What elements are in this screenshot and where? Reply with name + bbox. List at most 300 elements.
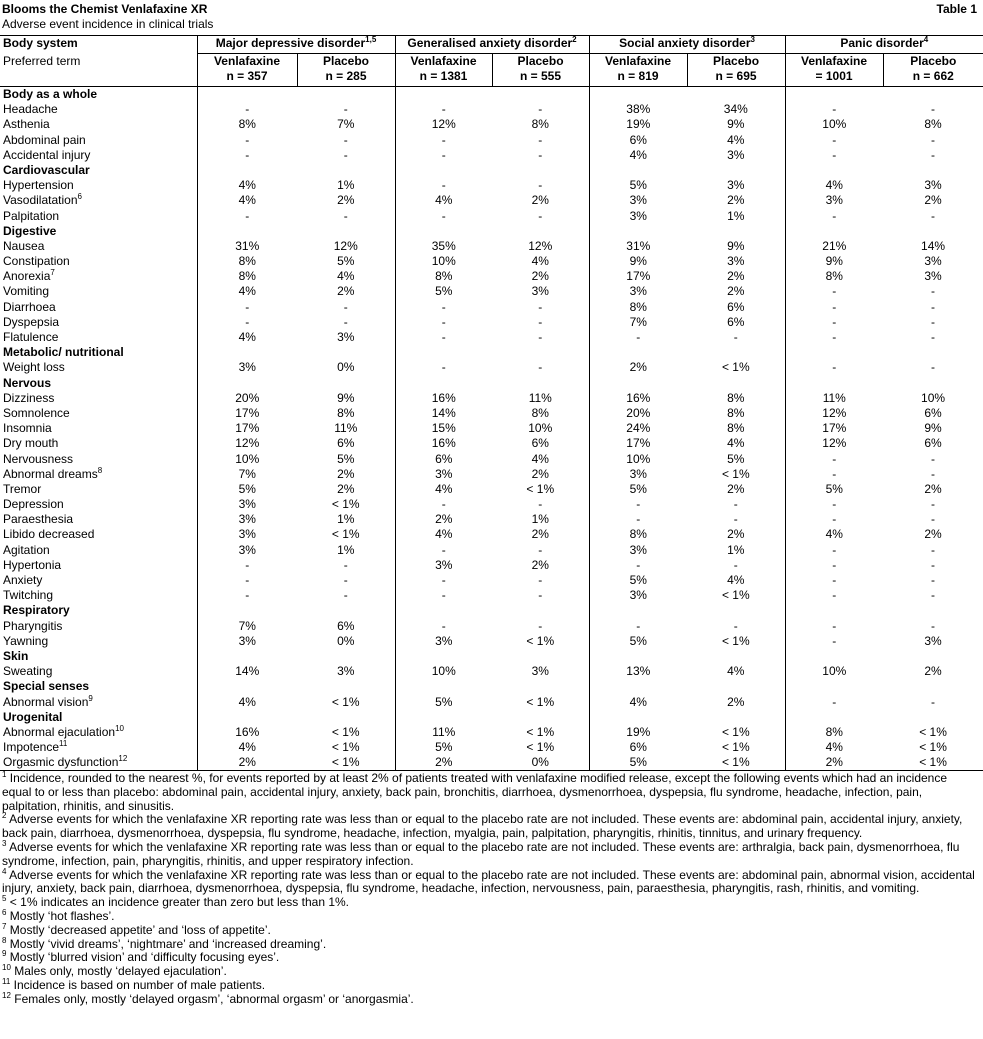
value-cell: - — [395, 543, 492, 558]
value-cell: - — [538, 299, 543, 314]
value-cell: - — [343, 557, 348, 572]
table-row — [0, 482, 983, 497]
value-cell: 2% — [924, 193, 942, 208]
empty-cell — [395, 87, 492, 103]
document-subtitle: Adverse event incidence in clinical trials — [2, 17, 214, 31]
table-row — [0, 209, 983, 224]
value-cell: 2% — [727, 527, 745, 542]
value-cell: 5% — [785, 482, 883, 497]
empty-cell — [589, 649, 687, 664]
empty-cell — [197, 87, 297, 103]
empty-cell — [687, 649, 785, 664]
value-cell: - — [733, 512, 738, 527]
section-label: Respiratory — [3, 603, 70, 618]
footnote: $^{12}$ Females only, mostly ‘delayed orgasm’, ‘abnormal orgasm’ or ‘anorgasmia’. — [2, 990, 414, 1006]
value-cell: - — [343, 299, 348, 314]
arm-header: Placebo n = 555 — [492, 54, 589, 87]
value-cell: - — [395, 102, 492, 117]
value-cell: 3% — [197, 497, 297, 512]
empty-cell — [297, 376, 395, 391]
column-header-body-system: Body system — [0, 36, 197, 54]
value-cell: 4% — [197, 740, 297, 755]
value-cell: 2% — [924, 481, 942, 496]
value-cell: 3% — [337, 664, 355, 679]
empty-cell — [297, 649, 395, 664]
value-cell: 2% — [531, 193, 549, 208]
value-cell: - — [733, 557, 738, 572]
empty-cell — [785, 376, 883, 391]
value-cell: - — [931, 694, 936, 709]
table-row — [0, 664, 983, 679]
value-cell: - — [538, 102, 543, 117]
table-row — [0, 573, 983, 588]
empty-cell — [687, 224, 785, 239]
document-header — [2, 2, 979, 32]
value-cell: 8% — [785, 269, 883, 284]
value-cell: < 1% — [687, 755, 785, 771]
value-cell: 8% — [589, 300, 687, 315]
empty-cell — [197, 376, 297, 391]
value-cell: 1% — [727, 208, 745, 223]
value-cell: 3% — [924, 633, 942, 648]
value-cell: 9% — [727, 117, 745, 132]
section-row — [0, 679, 983, 694]
value-cell: 11% — [334, 421, 358, 436]
value-cell: - — [931, 451, 936, 466]
value-cell: - — [589, 619, 687, 634]
table-row — [0, 695, 983, 710]
section-label: Metabolic/ nutritional — [3, 345, 124, 360]
value-cell: 8% — [531, 405, 549, 420]
value-cell: - — [538, 542, 543, 557]
value-cell: < 1% — [919, 724, 947, 739]
empty-cell — [395, 603, 492, 618]
table-row — [0, 512, 983, 527]
term-cell: Twitching — [3, 588, 54, 603]
empty-cell — [492, 710, 589, 725]
value-cell: 5% — [395, 740, 492, 755]
value-cell: 4% — [589, 695, 687, 710]
value-cell: 3% — [531, 284, 549, 299]
value-cell: - — [197, 573, 297, 588]
empty-cell — [785, 163, 883, 178]
term-cell: Sweating — [3, 664, 53, 679]
value-cell: - — [931, 299, 936, 314]
empty-cell — [395, 345, 492, 360]
value-cell: < 1% — [721, 588, 750, 603]
table-row — [0, 725, 983, 740]
value-cell: 3% — [395, 558, 492, 573]
value-cell: 20% — [589, 406, 687, 421]
value-cell: 35% — [395, 239, 492, 254]
value-cell: 3% — [727, 147, 745, 162]
value-cell: 3% — [727, 178, 745, 193]
value-cell: 4% — [531, 451, 549, 466]
value-cell: - — [395, 178, 492, 193]
table-row — [0, 117, 983, 132]
value-cell: 8% — [197, 269, 297, 284]
table-row — [0, 497, 983, 512]
value-cell: - — [931, 497, 936, 512]
value-cell: - — [197, 588, 297, 603]
value-cell: - — [931, 512, 936, 527]
value-cell: 2% — [531, 269, 549, 284]
value-cell: 5% — [337, 451, 355, 466]
value-cell: < 1% — [526, 633, 555, 648]
value-cell: - — [931, 330, 936, 344]
value-cell: - — [931, 360, 936, 375]
table-row — [0, 193, 983, 208]
value-cell: 3% — [589, 284, 687, 299]
value-cell: 6% — [395, 452, 492, 467]
value-cell: < 1% — [331, 724, 360, 739]
value-cell: 2% — [337, 193, 355, 208]
value-cell: 6% — [589, 740, 687, 755]
value-cell: 5% — [395, 284, 492, 299]
value-cell: - — [197, 209, 297, 224]
value-cell: - — [343, 102, 348, 117]
empty-cell — [589, 87, 687, 103]
empty-cell — [589, 603, 687, 618]
empty-cell — [395, 710, 492, 725]
value-cell: - — [785, 148, 883, 163]
term-cell: Diarrhoea — [3, 299, 56, 314]
value-cell: 17% — [197, 421, 297, 436]
value-cell: < 1% — [721, 466, 750, 481]
value-cell: - — [197, 558, 297, 573]
table-row — [0, 300, 983, 315]
footnote: $^4$ Adverse events for which the venlafaxine XR reporting rate was less than or equal to the placebo rate are not included. These events are: abdominal pain, abnormal vision, accidental injury, anxiety, back pain, diarrhoea, dysmenorrhoea, dyspepsia, flu syndrome, headache, infection, nervousness, pain, paraesthesia, pharyngitis, rash, rhinitis, and vomiting. — [2, 866, 975, 896]
empty-cell — [297, 345, 395, 360]
value-cell: 2% — [531, 527, 549, 542]
empty-cell — [297, 679, 395, 694]
value-cell: - — [538, 314, 543, 329]
document-title: Blooms the Chemist Venlafaxine XR — [2, 2, 208, 16]
empty-cell — [197, 224, 297, 239]
value-cell: 6% — [727, 299, 745, 314]
value-cell: 6% — [531, 436, 549, 451]
value-cell: 8% — [197, 117, 297, 132]
value-cell: 5% — [589, 573, 687, 588]
empty-cell — [883, 87, 983, 103]
value-cell: - — [785, 497, 883, 512]
term-cell: Paraesthesia — [3, 512, 74, 527]
arm-header: Venlafaxine n = 819 — [589, 54, 687, 87]
value-cell: 8% — [727, 405, 745, 420]
table-row — [0, 330, 983, 345]
footnotes — [2, 772, 978, 1007]
value-cell: 7% — [589, 315, 687, 330]
value-cell: 16% — [395, 391, 492, 406]
value-cell: 12% — [785, 436, 883, 451]
empty-cell — [883, 376, 983, 391]
term-cell: Nervousness — [3, 451, 74, 466]
empty-cell — [687, 163, 785, 178]
value-cell: - — [589, 512, 687, 527]
value-cell: 20% — [197, 391, 297, 406]
value-cell: 4% — [197, 695, 297, 710]
value-cell: - — [733, 618, 738, 633]
value-cell: - — [785, 452, 883, 467]
value-cell: 12% — [785, 406, 883, 421]
table-row — [0, 133, 983, 148]
section-row — [0, 649, 983, 664]
value-cell: - — [395, 573, 492, 588]
value-cell: < 1% — [331, 497, 360, 512]
value-cell: - — [538, 573, 543, 587]
value-cell: 5% — [727, 451, 745, 466]
value-cell: 2% — [727, 193, 745, 208]
value-cell: 2% — [727, 694, 745, 709]
empty-cell — [197, 603, 297, 618]
value-cell: 1% — [531, 512, 549, 527]
value-cell: 3% — [785, 193, 883, 208]
value-cell: - — [395, 588, 492, 603]
value-cell: - — [785, 315, 883, 330]
footnote: $^5$ < 1% indicates an incidence greater than zero but less than 1%. — [2, 894, 350, 910]
value-cell: - — [395, 300, 492, 315]
table-row — [0, 315, 983, 330]
value-cell: < 1% — [526, 481, 555, 496]
value-cell: - — [589, 330, 687, 345]
value-cell: 2% — [531, 466, 549, 481]
value-cell: 9% — [785, 254, 883, 269]
term-cell: Impotence$^{11}$ — [3, 740, 68, 755]
value-cell: - — [197, 102, 297, 117]
footnote: $^{10}$ Males only, mostly ‘delayed ejaculation’. — [2, 963, 227, 979]
value-cell: 17% — [589, 436, 687, 451]
value-cell: 4% — [727, 664, 745, 679]
value-cell: 0% — [492, 755, 589, 771]
empty-cell — [297, 163, 395, 178]
section-row — [0, 603, 983, 618]
empty-cell — [589, 710, 687, 725]
value-cell: 8% — [727, 421, 745, 436]
empty-cell — [883, 163, 983, 178]
value-cell: 10% — [197, 452, 297, 467]
value-cell: 5% — [337, 254, 355, 269]
empty-cell — [883, 649, 983, 664]
section-row — [0, 224, 983, 239]
value-cell: - — [785, 695, 883, 710]
value-cell: 2% — [197, 755, 297, 771]
arm-header: Venlafaxine n = 1381 — [395, 54, 492, 87]
value-cell: 14% — [921, 238, 946, 253]
value-cell: 7% — [197, 619, 297, 634]
value-cell: 4% — [197, 193, 297, 208]
empty-cell — [492, 87, 589, 103]
value-cell: 8% — [395, 269, 492, 284]
table-row — [0, 391, 983, 406]
value-cell: 0% — [337, 360, 355, 375]
value-cell: - — [785, 573, 883, 588]
table-row — [0, 755, 983, 771]
value-cell: 7% — [337, 117, 355, 132]
empty-cell — [197, 649, 297, 664]
empty-cell — [589, 224, 687, 239]
value-cell: 4% — [727, 132, 745, 147]
value-cell: 5% — [589, 755, 687, 771]
value-cell: - — [931, 588, 936, 603]
empty-cell — [589, 376, 687, 391]
footnote: $^7$ Mostly ‘decreased appetite’ and ‘loss of appetite’. — [2, 921, 271, 937]
value-cell: - — [931, 132, 936, 147]
value-cell: - — [395, 133, 492, 148]
section-label: Digestive — [3, 223, 57, 238]
value-cell: 2% — [785, 755, 883, 771]
value-cell: 6% — [337, 618, 355, 633]
value-cell: < 1% — [721, 724, 750, 739]
term-cell: Abdominal pain — [3, 132, 86, 147]
value-cell: 4% — [395, 527, 492, 542]
value-cell: 6% — [924, 436, 942, 451]
value-cell: 19% — [589, 725, 687, 740]
value-cell: 10% — [785, 664, 883, 679]
value-cell: 6% — [589, 133, 687, 148]
value-cell: 2% — [531, 557, 549, 572]
value-cell: 8% — [197, 254, 297, 269]
value-cell: 4% — [197, 178, 297, 193]
value-cell: - — [538, 360, 543, 375]
value-cell: - — [395, 619, 492, 634]
empty-cell — [197, 345, 297, 360]
term-cell: Orgasmic dysfunction$^{12}$ — [0, 755, 197, 771]
value-cell: 3% — [531, 664, 549, 679]
term-cell: Agitation — [3, 542, 50, 557]
value-cell: 10% — [395, 254, 492, 269]
empty-cell — [297, 224, 395, 239]
value-cell: - — [538, 618, 543, 633]
value-cell: 2% — [337, 466, 355, 481]
empty-cell — [297, 87, 395, 103]
value-cell: 2% — [727, 481, 745, 496]
arm-header: Placebo n = 695 — [687, 54, 785, 87]
footnote: $^8$ Mostly ‘vivid dreams’, ‘nightmare’ and ‘increased dreaming’. — [2, 935, 327, 951]
empty-cell — [589, 163, 687, 178]
empty-cell — [492, 224, 589, 239]
value-cell: - — [931, 573, 936, 587]
term-cell: Vomiting — [3, 284, 50, 299]
value-cell: - — [785, 133, 883, 148]
value-cell: 31% — [589, 239, 687, 254]
footnote: $^9$ Mostly ‘blurred vision’ and ‘difficulty focusing eyes’. — [2, 949, 280, 965]
empty-cell — [785, 649, 883, 664]
value-cell: 10% — [528, 421, 553, 436]
value-cell: - — [197, 315, 297, 330]
value-cell: 2% — [395, 755, 492, 771]
table-row — [0, 452, 983, 467]
value-cell: 13% — [589, 664, 687, 679]
value-cell: < 1% — [721, 740, 750, 755]
value-cell: 17% — [785, 421, 883, 436]
value-cell: 3% — [924, 178, 942, 193]
value-cell: 3% — [589, 588, 687, 603]
table-row — [0, 406, 983, 421]
value-cell: 34% — [723, 102, 748, 117]
table-row — [0, 239, 983, 254]
value-cell: 3% — [197, 512, 297, 527]
value-cell: - — [538, 208, 543, 223]
term-cell: Flatulence — [3, 330, 59, 344]
term-cell: Weight loss — [3, 360, 65, 375]
value-cell: 4% — [785, 527, 883, 542]
value-cell: 6% — [337, 436, 355, 451]
empty-cell — [297, 710, 395, 725]
value-cell: - — [785, 619, 883, 634]
value-cell: - — [733, 497, 738, 512]
value-cell: 1% — [727, 542, 745, 557]
value-cell: - — [395, 497, 492, 512]
value-cell: 3% — [395, 467, 492, 482]
section-label: Skin — [3, 648, 29, 663]
term-cell: Hypertonia — [3, 557, 62, 572]
empty-cell — [492, 603, 589, 618]
table-row — [0, 421, 983, 436]
value-cell: - — [343, 573, 348, 587]
value-cell: 5% — [197, 482, 297, 497]
column-header-preferred-term: Preferred term — [0, 54, 197, 87]
value-cell: 4% — [785, 178, 883, 193]
empty-cell — [395, 376, 492, 391]
empty-cell — [785, 603, 883, 618]
value-cell: 10% — [921, 390, 946, 405]
empty-cell — [687, 345, 785, 360]
term-cell: Anorexia$^7$ — [3, 269, 55, 284]
value-cell: 8% — [924, 117, 942, 132]
value-cell: - — [589, 497, 687, 512]
empty-cell — [492, 679, 589, 694]
section-row — [0, 376, 983, 391]
value-cell: 14% — [395, 406, 492, 421]
value-cell: 4% — [531, 254, 549, 269]
empty-cell — [197, 163, 297, 178]
empty-cell — [492, 345, 589, 360]
section-label: Special senses — [3, 679, 90, 694]
empty-cell — [785, 224, 883, 239]
term-cell: Constipation — [3, 254, 70, 269]
table-row — [0, 284, 983, 299]
value-cell: 3% — [197, 634, 297, 649]
value-cell: 3% — [337, 330, 355, 344]
value-cell: - — [343, 588, 348, 603]
section-row — [0, 710, 983, 725]
value-cell: - — [785, 558, 883, 573]
value-cell: - — [785, 360, 883, 375]
table-row — [0, 619, 983, 634]
value-cell: 3% — [197, 360, 297, 375]
table-label: Table 1 — [936, 2, 977, 16]
value-cell: - — [538, 132, 543, 147]
table-row — [0, 740, 983, 755]
value-cell: 4% — [197, 284, 297, 299]
empty-cell — [197, 710, 297, 725]
value-cell: 17% — [197, 406, 297, 421]
term-cell: Accidental injury — [3, 147, 91, 162]
value-cell: 6% — [924, 405, 942, 420]
value-cell: - — [931, 557, 936, 572]
table-row — [0, 543, 983, 558]
value-cell: 4% — [197, 330, 297, 345]
term-cell: Hypertension — [3, 178, 74, 193]
empty-cell — [785, 710, 883, 725]
table-row — [0, 558, 983, 573]
value-cell: - — [538, 147, 543, 162]
empty-cell — [197, 679, 297, 694]
value-cell: 2% — [924, 664, 942, 679]
value-cell: - — [785, 330, 883, 345]
footnote: $^3$ Adverse events for which the venlafaxine XR reporting rate was less than or equal to the placebo rate are not included. These events are: arthralgia, back pain, dysmenorrhoea, flu syndrome, infection, pain, pharyngitis, rhinitis, and upper respiratory infection. — [2, 838, 960, 868]
value-cell: 10% — [395, 664, 492, 679]
